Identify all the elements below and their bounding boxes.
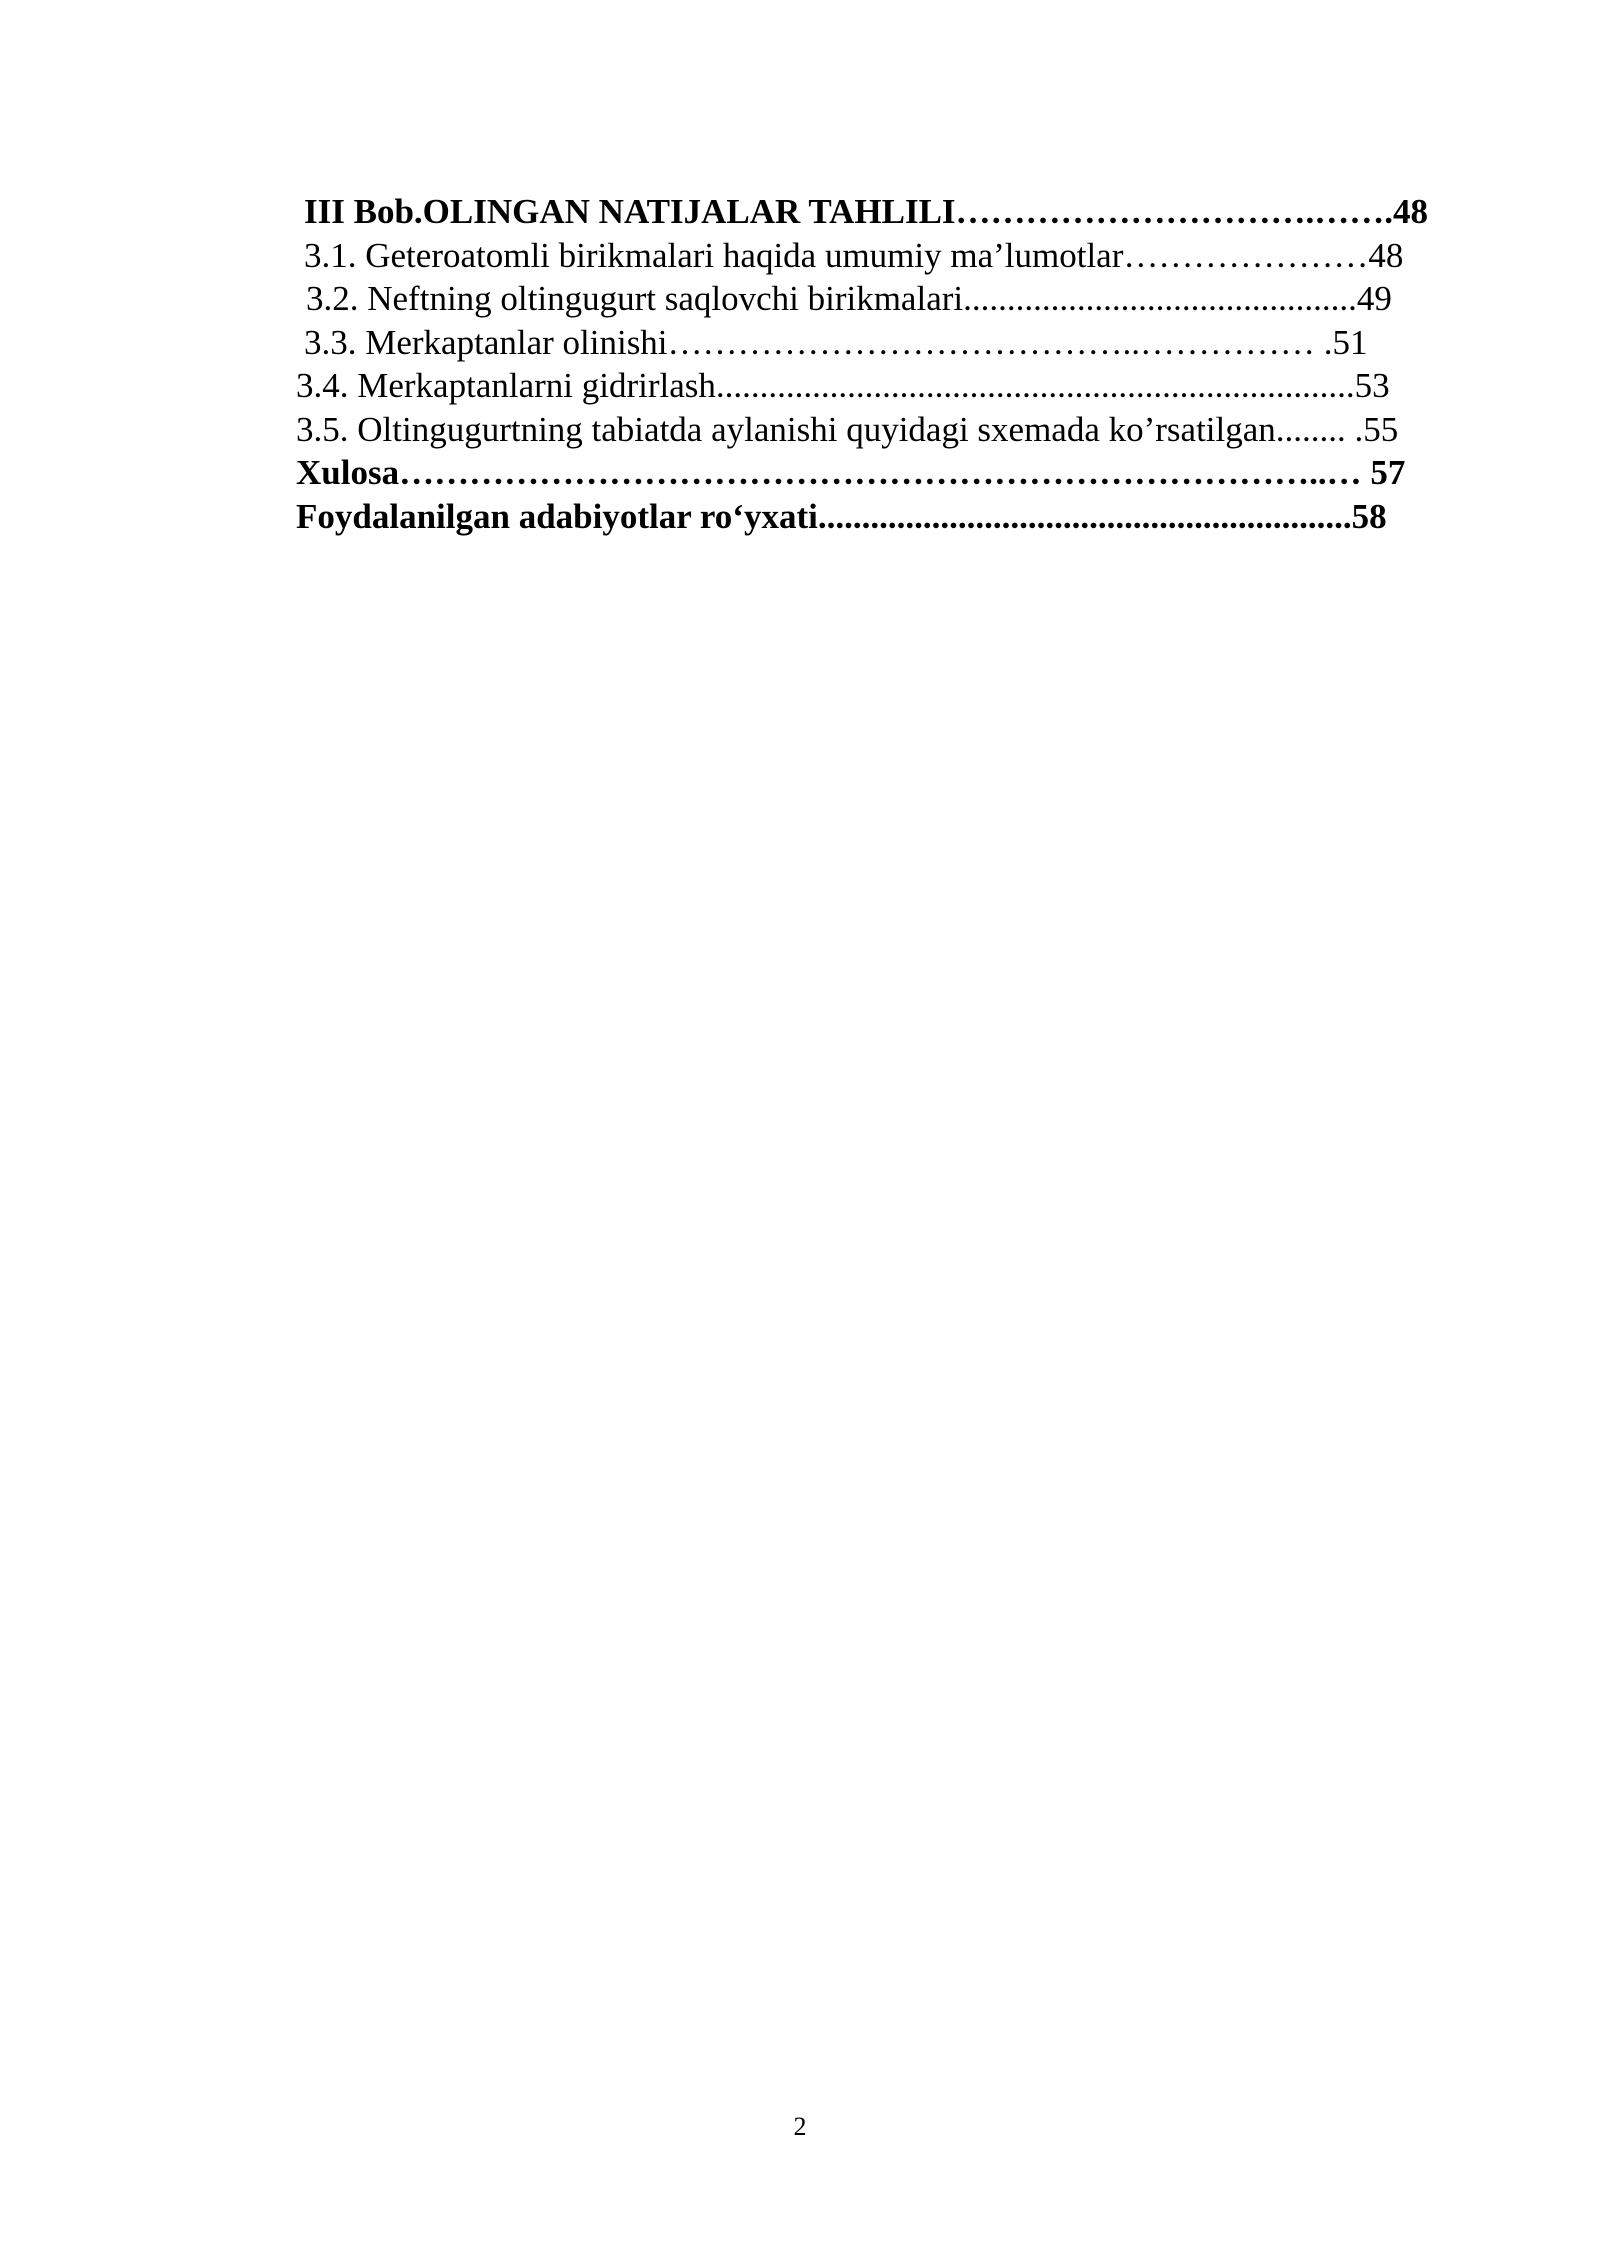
toc-entry-conclusion: Xulosa……………………………………………………………………..… 57 <box>296 453 1406 492</box>
toc-entry-3-5: 3.5. Oltingugurtning tabiatda aylanishi quyidagi sxemada ko’rsatilgan........ .55 <box>296 409 1399 449</box>
toc-entry-3-4: 3.4. Merkaptanlarni gidrirlash.........................................................................53 <box>296 366 1390 405</box>
toc-entry-chapter-3: III Bob.OLINGAN NATIJALAR TAHLILI………………………….…….48 <box>304 192 1429 231</box>
toc-entry-references: Foydalanilgan adabiyotlar ro‘yxati.............................................................58 <box>296 496 1387 536</box>
table-of-contents <box>290 190 1490 538</box>
page-number: 2 <box>793 2112 807 2141</box>
toc-entry-3-2: 3.2. Neftning oltingugurt saqlovchi birikmalari.............................................49 <box>306 279 1392 318</box>
toc-entry-3-1: 3.1. Geteroatomli birikmalari haqida umumiy ma’lumotlar…………………48 <box>304 235 1404 275</box>
toc-entry-3-3: 3.3. Merkaptanlar olinishi…………………………………..…………… .51 <box>304 322 1368 362</box>
